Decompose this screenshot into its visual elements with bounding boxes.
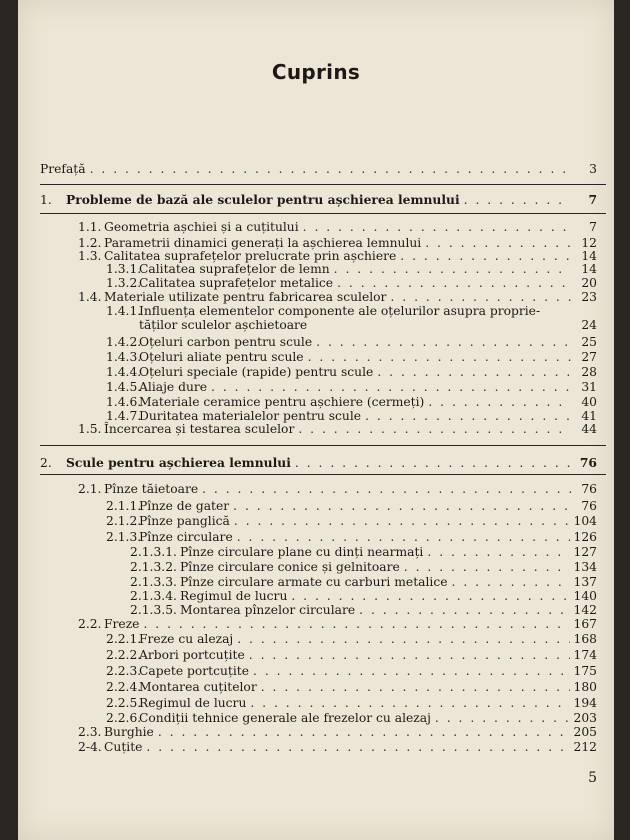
toc-entry <box>130 589 597 603</box>
dot-leader <box>237 632 569 646</box>
dot-leader <box>234 514 570 528</box>
section-divider <box>40 184 606 185</box>
entry-page: 174 <box>573 648 597 662</box>
dot-leader <box>158 725 570 739</box>
toc-entry <box>106 395 597 409</box>
entry-page: 44 <box>581 422 597 436</box>
entry-number: 1.4.3. <box>106 350 142 364</box>
dot-leader <box>452 575 570 589</box>
entry-number: 2.2.2. <box>106 648 142 662</box>
dot-leader <box>337 276 571 290</box>
entry-number: 1.3. <box>78 249 102 263</box>
entry-number: 2.1.3.2. <box>130 560 177 574</box>
dot-leader <box>311 318 571 332</box>
entry-title: Parametrii dinamici generați la așchierea lemnului <box>104 236 422 250</box>
entry-page: 27 <box>581 350 597 364</box>
entry-title: Arbori portcuțite <box>139 648 245 662</box>
toc-entry <box>78 725 597 739</box>
entry-number: 1. <box>40 193 52 207</box>
entry-page: 205 <box>573 725 597 739</box>
dot-leader <box>435 711 570 725</box>
toc-entry <box>78 740 597 754</box>
entry-page: 3 <box>589 162 597 176</box>
toc-entry <box>106 711 597 725</box>
dot-leader <box>202 482 571 496</box>
toc-entry <box>106 409 597 423</box>
toc-entry <box>130 575 597 589</box>
entry-page: 137 <box>573 575 597 589</box>
toc-entry <box>106 696 597 710</box>
dot-leader <box>334 262 571 276</box>
entry-number: 1.4.5. <box>106 380 142 394</box>
entry-title: Montarea cuțitelor <box>139 680 257 694</box>
entry-number: 1.4.1. <box>106 304 142 318</box>
dot-leader <box>249 648 570 662</box>
entry-page: 104 <box>573 514 597 528</box>
entry-number: 2. <box>40 456 52 470</box>
toc-entry <box>106 350 597 364</box>
dot-leader <box>464 193 571 207</box>
page-number: 5 <box>588 770 597 786</box>
section-divider <box>40 474 606 475</box>
dot-leader <box>143 617 569 631</box>
toc-entry <box>106 680 597 694</box>
entry-page: 168 <box>573 632 597 646</box>
toc-chapter-1 <box>40 193 597 207</box>
entry-number: 2.1.2. <box>106 514 142 528</box>
entry-page: 40 <box>581 395 597 409</box>
dot-leader <box>250 696 569 710</box>
entry-page: 194 <box>573 696 597 710</box>
dot-leader <box>261 680 570 694</box>
entry-number: 2.1.3. <box>106 530 142 544</box>
dot-leader <box>233 499 571 513</box>
entry-title: Pînze tăietoare <box>104 482 199 496</box>
entry-number: 2.2.6. <box>106 711 142 725</box>
dot-leader <box>308 350 571 364</box>
entry-title: Pînze panglică <box>139 514 230 528</box>
entry-number: 1.2. <box>78 236 102 250</box>
entry-page: 167 <box>573 617 597 631</box>
entry-number: 2.2. <box>78 617 102 631</box>
entry-title: Burghie <box>104 725 154 739</box>
entry-title: Influența elementelor componente ale oțelurilor asupra proprie- <box>139 304 541 318</box>
dot-leader <box>211 380 571 394</box>
entry-number: 2.1.1. <box>106 499 142 513</box>
page-title: Cuprins <box>271 60 361 84</box>
entry-number: 2.1.3.4. <box>130 589 177 603</box>
entry-title: Geometria așchiei și a cuțitului <box>104 220 299 234</box>
entry-number: 2.2.5. <box>106 696 142 710</box>
toc-entry-preface <box>40 162 597 176</box>
entry-title: Probleme de bază ale sculelor pentru așchierea lemnului <box>66 192 460 207</box>
entry-title: Calitatea suprafețelor prelucrate prin așchiere <box>104 249 397 263</box>
entry-number: 2.1.3.3. <box>130 575 177 589</box>
toc-entry <box>106 262 597 276</box>
dot-leader <box>90 162 571 176</box>
entry-number: 1.5. <box>78 422 102 436</box>
entry-page: 24 <box>581 318 597 332</box>
dot-leader <box>316 335 571 349</box>
dot-leader <box>425 236 571 250</box>
entry-number: 2.1.3.1. <box>130 545 177 559</box>
toc-entry <box>106 335 597 349</box>
book-page <box>18 0 614 840</box>
entry-page: 7 <box>588 192 597 207</box>
dot-leader <box>377 365 571 379</box>
dot-leader <box>359 603 569 617</box>
entry-number: 2.2.1. <box>106 632 142 646</box>
entry-page: 203 <box>573 711 597 725</box>
entry-number: 1.4.2. <box>106 335 142 349</box>
dot-leader <box>428 395 571 409</box>
dot-leader <box>303 220 571 234</box>
toc-entry-multiline <box>106 304 597 332</box>
entry-page: 126 <box>573 530 597 544</box>
entry-number: 1.3.2. <box>106 276 142 290</box>
toc-chapter-2 <box>40 456 597 470</box>
entry-title: Prefață <box>40 162 86 176</box>
dot-leader <box>427 545 569 559</box>
toc-entry <box>78 220 597 234</box>
entry-page: 28 <box>581 365 597 379</box>
entry-number: 1.4.7. <box>106 409 142 423</box>
entry-title: Regimul de lucru <box>139 696 247 710</box>
entry-title: Pînze circulare conice și gelnitoare <box>180 560 400 574</box>
toc-entry <box>106 530 597 544</box>
entry-page: 76 <box>581 482 597 496</box>
entry-title: Încercarea și testarea sculelor <box>104 422 295 436</box>
entry-title: Condiții tehnice generale ale frezelor cu alezaj <box>139 711 431 725</box>
entry-title: Oțeluri carbon pentru scule <box>139 335 313 349</box>
entry-title: Scule pentru așchierea lemnului <box>66 455 291 470</box>
entry-number: 1.4.4. <box>106 365 142 379</box>
entry-page: 23 <box>581 290 597 304</box>
entry-title: Calitatea suprafețelor metalice <box>139 276 334 290</box>
entry-number: 2.3. <box>78 725 102 739</box>
dot-leader <box>365 409 571 423</box>
toc-entry <box>78 482 597 496</box>
entry-number: 1.4.6. <box>106 395 142 409</box>
toc-entry <box>106 365 597 379</box>
entry-title: Oțeluri aliate pentru scule <box>139 350 304 364</box>
toc-entry <box>106 648 597 662</box>
entry-page: 175 <box>573 664 597 678</box>
entry-page: 20 <box>581 276 597 290</box>
entry-title-continued: tăților sculelor așchietoare <box>139 318 308 332</box>
entry-page: 212 <box>573 740 597 754</box>
entry-title: Pînze circulare <box>139 530 233 544</box>
toc-entry <box>130 545 597 559</box>
entry-title: Pînze de gater <box>139 499 230 513</box>
entry-title: Aliaje dure <box>139 380 208 394</box>
toc-entry <box>130 560 597 574</box>
dot-leader <box>237 530 570 544</box>
toc-entry <box>78 422 597 436</box>
entry-title: Calitatea suprafețelor de lemn <box>139 262 330 276</box>
toc-entry <box>78 249 597 263</box>
entry-page: 25 <box>581 335 597 349</box>
entry-title: Freze cu alezaj <box>139 632 234 646</box>
dot-leader <box>295 456 571 470</box>
dot-leader <box>404 560 570 574</box>
section-divider <box>40 445 606 446</box>
toc-entry <box>106 632 597 646</box>
entry-title: Cuțite <box>104 740 143 754</box>
toc-entry <box>106 664 597 678</box>
entry-page: 142 <box>573 603 597 617</box>
entry-title: Capete portcuțite <box>139 664 250 678</box>
entry-page: 14 <box>581 249 597 263</box>
entry-title: Pînze circulare armate cu carburi metalice <box>180 575 448 589</box>
entry-number: 1.1. <box>78 220 102 234</box>
entry-page: 12 <box>581 236 597 250</box>
entry-page: 41 <box>581 409 597 423</box>
entry-page: 134 <box>573 560 597 574</box>
toc-entry <box>106 499 597 513</box>
dot-leader <box>400 249 571 263</box>
entry-page: 76 <box>579 455 597 470</box>
entry-number: 2-4. <box>78 740 102 754</box>
entry-page: 31 <box>581 380 597 394</box>
entry-title: Freze <box>104 617 140 631</box>
entry-number: 2.2.4. <box>106 680 142 694</box>
dot-leader <box>390 290 571 304</box>
section-divider <box>40 213 606 214</box>
entry-title: Regimul de lucru <box>180 589 288 603</box>
toc-entry <box>78 617 597 631</box>
entry-number: 1.4. <box>78 290 102 304</box>
entry-page: 7 <box>589 220 597 234</box>
toc-entry <box>78 236 597 250</box>
entry-number: 2.2.3. <box>106 664 142 678</box>
entry-title: Materiale ceramice pentru așchiere (cermeți) <box>139 395 425 409</box>
entry-page: 140 <box>573 589 597 603</box>
toc-entry <box>106 276 597 290</box>
toc-entry <box>106 380 597 394</box>
entry-title: Materiale utilizate pentru fabricarea sculelor <box>104 290 387 304</box>
dot-leader <box>291 589 569 603</box>
entry-number: 1.3.1. <box>106 262 142 276</box>
entry-page: 76 <box>581 499 597 513</box>
entry-page: 14 <box>581 262 597 276</box>
entry-title: Montarea pînzelor circulare <box>180 603 356 617</box>
dot-leader <box>253 664 570 678</box>
dot-leader <box>298 422 571 436</box>
entry-number: 2.1.3.5. <box>130 603 177 617</box>
entry-title: Duritatea materialelor pentru scule <box>139 409 362 423</box>
entry-page: 180 <box>573 680 597 694</box>
entry-title: Pînze circulare plane cu dinți nearmați <box>180 545 424 559</box>
toc-entry <box>106 514 597 528</box>
entry-title: Oțeluri speciale (rapide) pentru scule <box>139 365 374 379</box>
entry-number: 2.1. <box>78 482 102 496</box>
toc-entry <box>130 603 597 617</box>
toc-entry <box>78 290 597 304</box>
dot-leader <box>146 740 569 754</box>
entry-page: 127 <box>573 545 597 559</box>
